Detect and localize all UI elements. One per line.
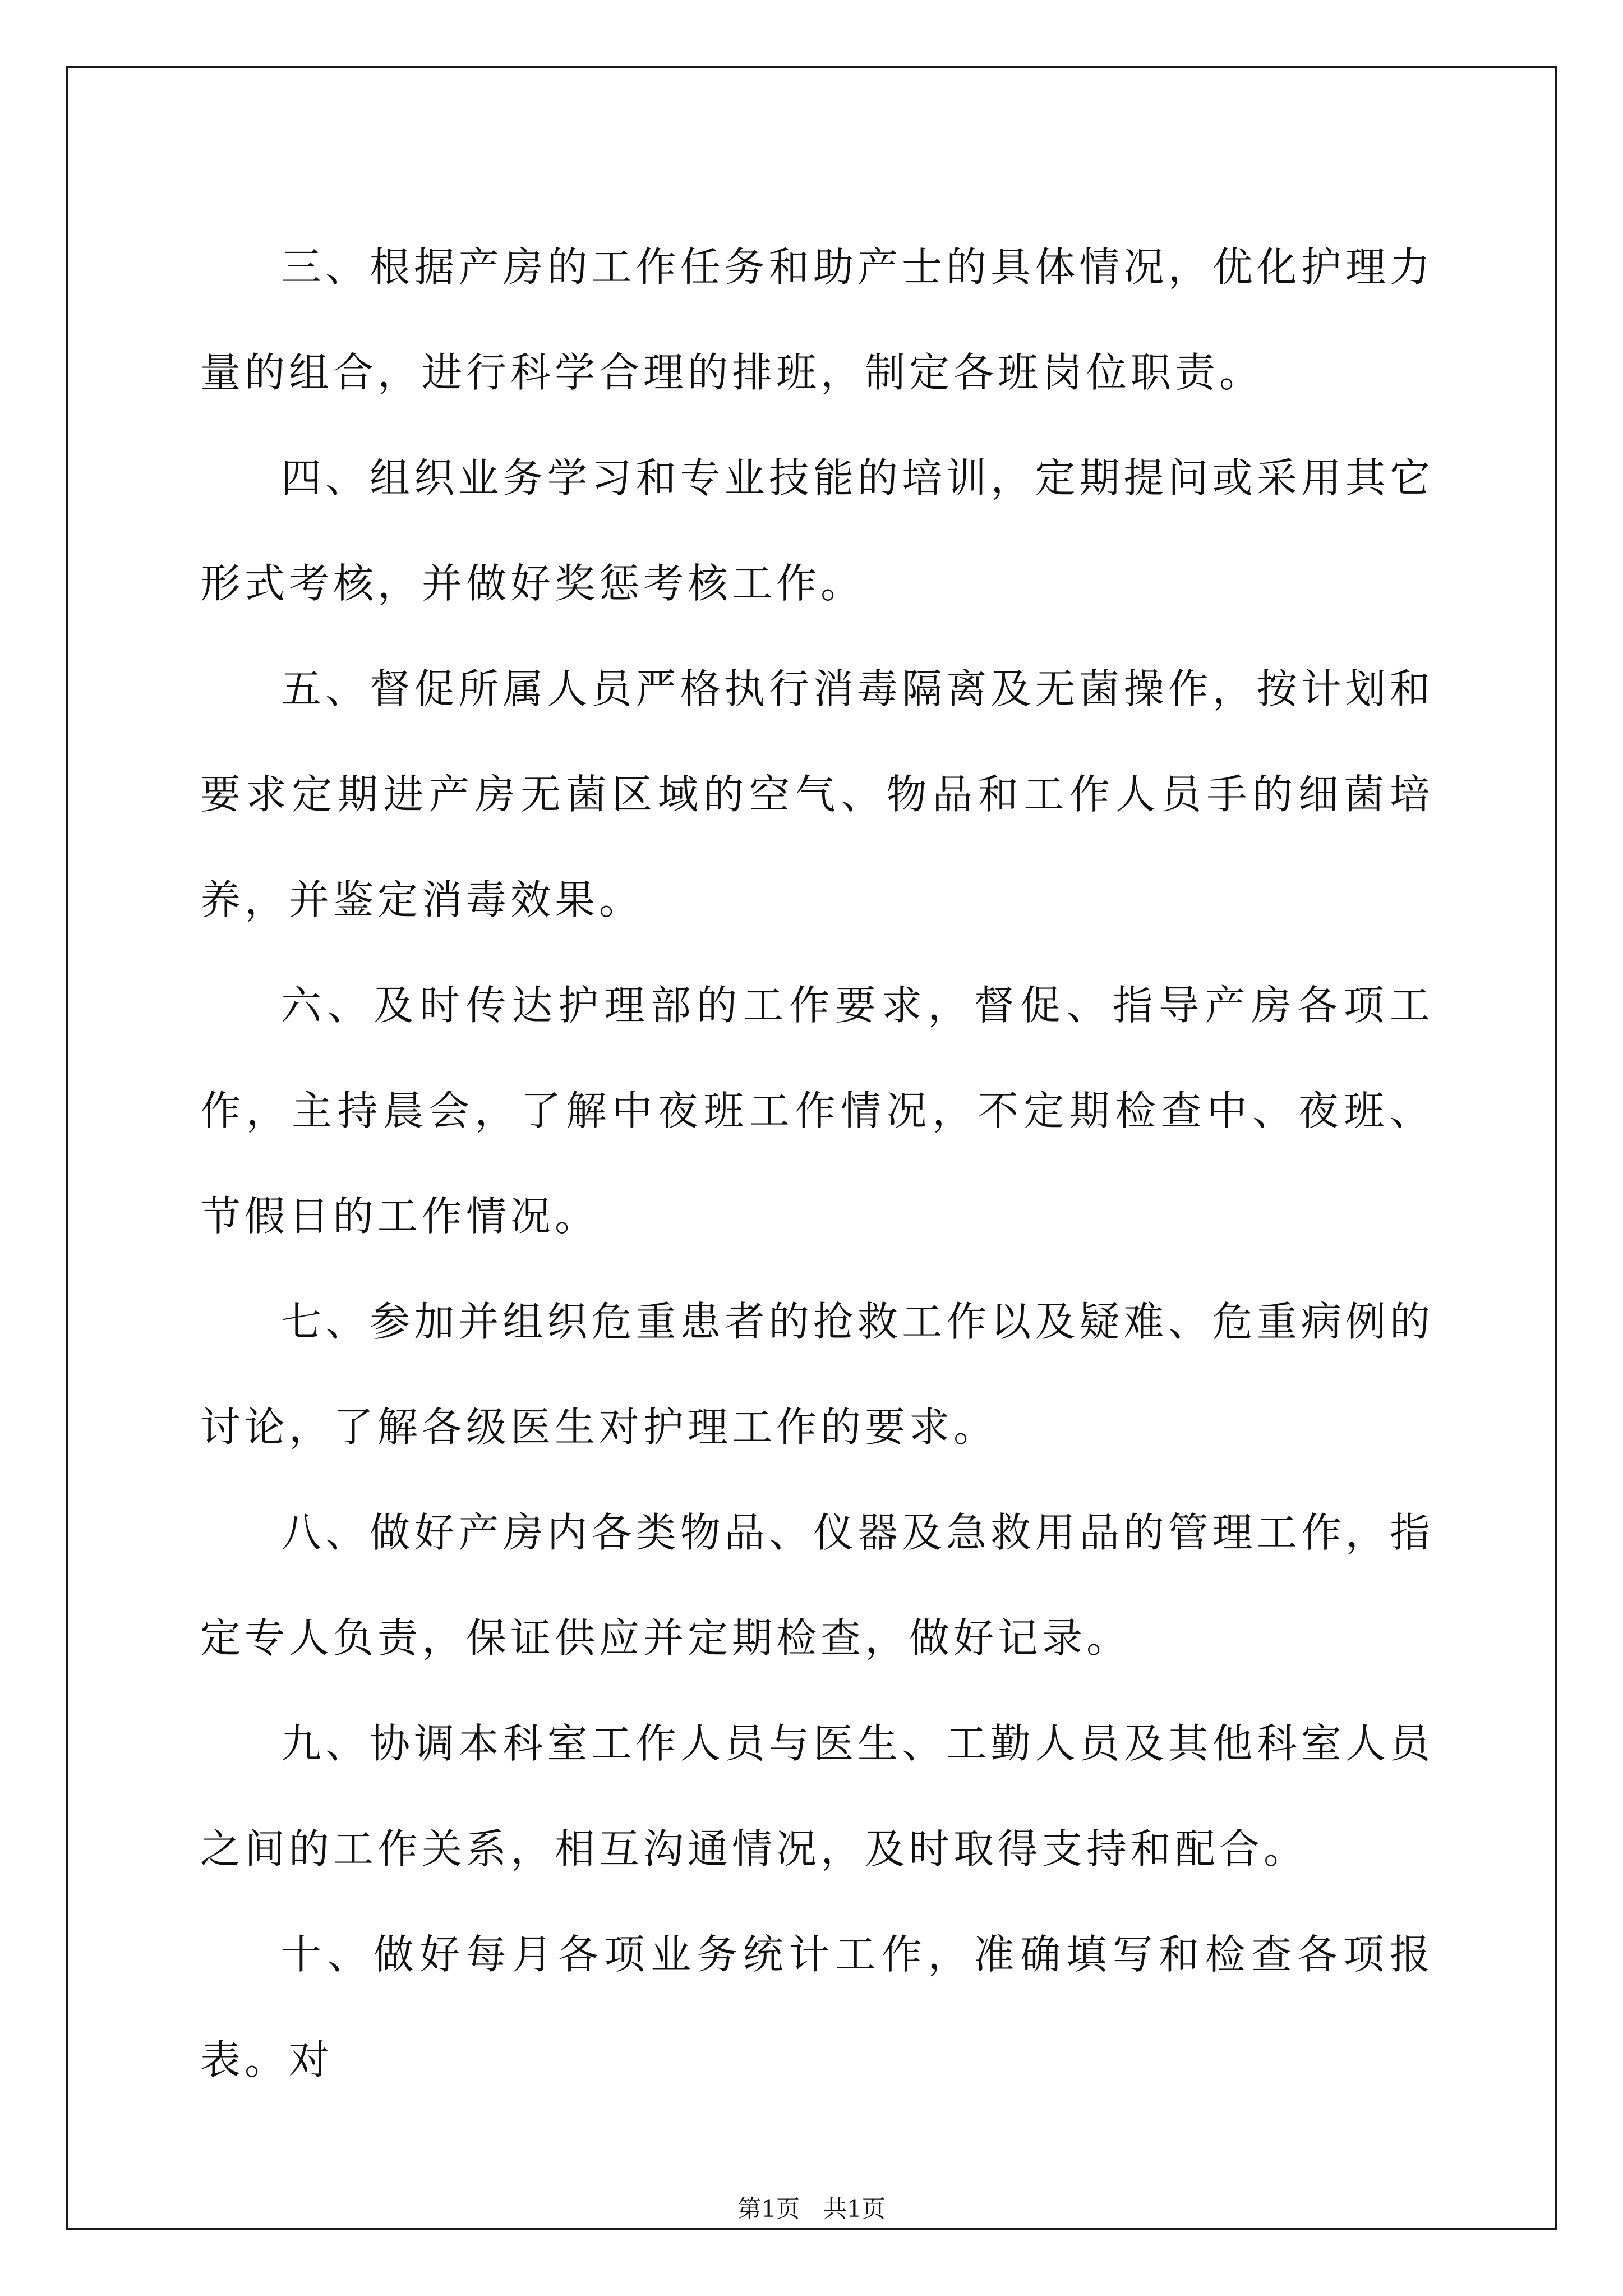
- document-body: [200, 214, 1434, 2113]
- page-number-footer: 第1页 共1页: [737, 2195, 886, 2223]
- paragraph-5: 五、督促所属人员严格执行消毒隔离及无菌操作，按计划和要求定期进产房无菌区域的空气、物品和工作人员手的细菌培养，并鉴定消毒效果。: [200, 665, 1434, 923]
- paragraph-4: 四、组织业务学习和专业技能的培训，定期提问或采用其它形式考核，并做好奖惩考核工作。: [200, 454, 1434, 607]
- paragraph-3: 三、根据产房的工作任务和助产士的具体情况，优化护理力量的组合，进行科学合理的排班，制定各班岗位职责。: [200, 243, 1434, 396]
- paragraph-6: 六、及时传达护理部的工作要求，督促、指导产房各项工作，主持晨会，了解中夜班工作情况，不定期检查中、夜班、节假日的工作情况。: [200, 982, 1434, 1240]
- paragraph-9: 九、协调本科室工作人员与医生、工勤人员及其他科室人员之间的工作关系，相互沟通情况，及时取得支持和配合。: [200, 1720, 1434, 1872]
- paragraph-8: 八、做好产房内各类物品、仪器及急救用品的管理工作，指定专人负责，保证供应并定期检查，做好记录。: [200, 1509, 1434, 1662]
- paragraph-10: 十、做好每月各项业务统计工作，准确填写和检查各项报表。对: [200, 1931, 1434, 2083]
- paragraph-7: 七、参加并组织危重患者的抢救工作以及疑难、危重病例的讨论，了解各级医生对护理工作的要求。: [200, 1298, 1434, 1451]
